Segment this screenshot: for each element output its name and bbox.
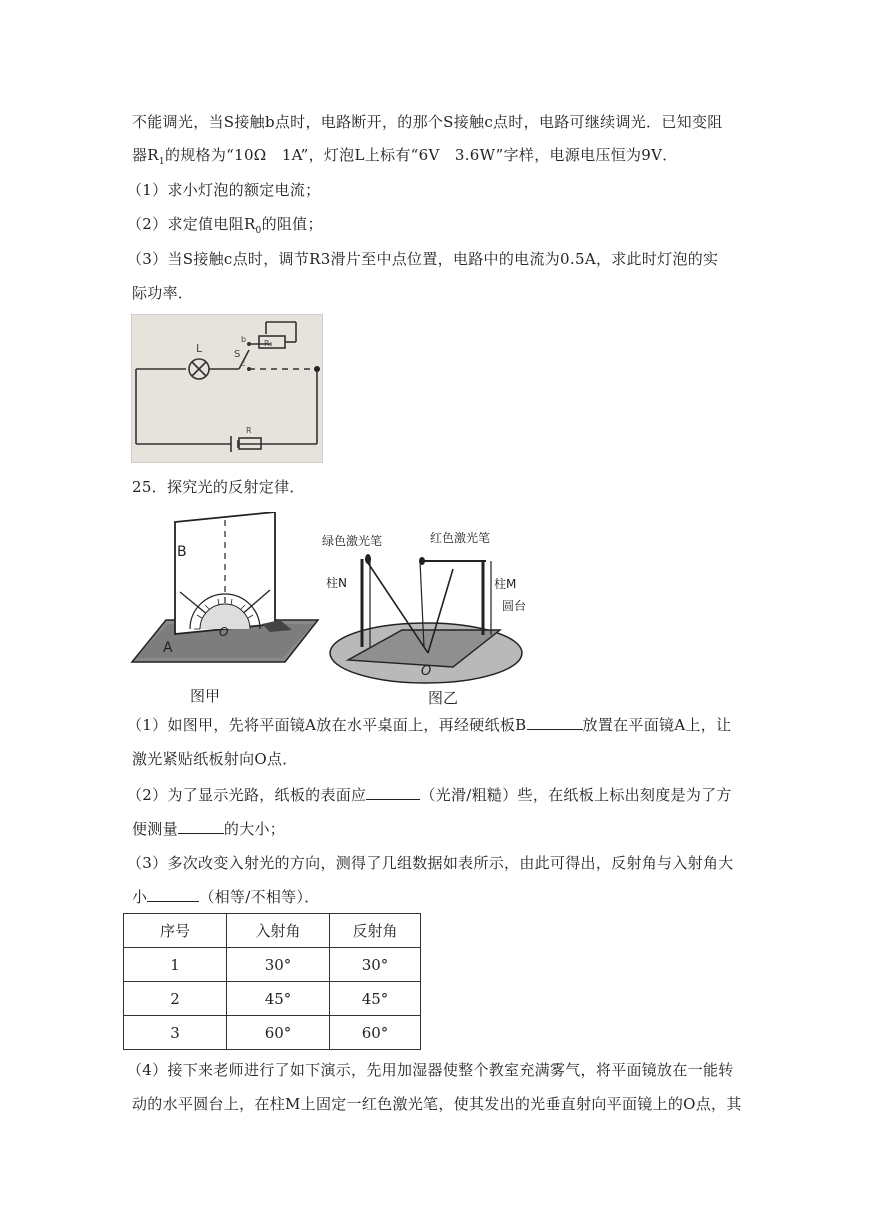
question-3: （3）当S接触c点时，调节R3滑片至中点位置，电路中的电流为0.5A，求此时灯泡的实 [127,250,719,268]
text-span: 的阻值； [261,215,323,233]
text-span: 的规格为“10Ω 1A”，灯泡L上标有“6V 3.6W”字样，电源电压恒为9V． [164,146,678,164]
table-cell: 1 [124,948,227,982]
table-cell: 45° [227,982,330,1016]
text-line [132,819,285,839]
text-line [132,145,678,172]
answer-blank[interactable] [178,819,224,834]
label-O: O [219,625,229,639]
label-post-M: 柱M [494,577,517,591]
answer-blank[interactable] [527,715,583,730]
question-2 [127,214,323,241]
question-1: （1）求小灯泡的额定电流； [127,181,321,199]
circuit-diagram [131,314,323,463]
text-line: 际功率． [132,284,194,302]
text-span: 放置在平面镜A上，让 [582,716,732,734]
subscript: 1 [158,157,165,167]
table-header-cell: 反射角 [330,914,421,948]
label-R: R [246,426,252,435]
label-green-pen: 绿色激光笔 [322,534,383,548]
step-3: （3）多次改变入射光的方向，测得了几组数据如表所示，由此可得出，反射角与入射角大 [127,854,734,872]
caption-yi: 图乙 [428,689,459,707]
label-b: b [241,335,247,344]
label-stage: 圆台 [502,599,527,613]
table-cell: 60° [227,1016,330,1050]
label-post-N: 柱N [326,576,347,590]
step-2 [127,785,732,805]
label-c: c [241,359,246,368]
question-25-heading: 25．探究光的反射定律． [132,478,305,496]
text-line: 动的水平圆台上，在柱M上固定一红色激光笔，使其发出的光垂直射向平面镜上的O点，其 [132,1095,742,1113]
step-4: （4）接下来老师进行了如下演示，先用加湿器使整个教室充满雾气，将平面镜放在一能转 [127,1061,734,1079]
text-span: （光滑/粗糙）些，在纸板上标出刻度是为了方 [420,786,732,804]
text-line [132,887,320,907]
table-header-cell: 序号 [124,914,227,948]
table-cell: 30° [330,948,421,982]
text-span: （相等/不相等）． [199,888,320,906]
text-line: 激光紧贴纸板射向O点． [132,750,298,768]
label-B: B [177,544,187,560]
figure-jia [130,512,322,682]
data-table [123,913,421,1050]
table-cell: 3 [124,1016,227,1050]
label-R1: R₁ [264,339,273,348]
figure-yi [318,525,540,685]
table-cell: 60° [330,1016,421,1050]
subscript: 0 [255,226,262,236]
table-row [124,1016,421,1050]
table-header-cell: 入射角 [227,914,330,948]
text-span: 小 [132,888,148,906]
text-line: 不能调光，当S接触b点时，电路断开，的那个S接触c点时，电路可继续调光．已知变阻 [132,113,723,131]
answer-blank[interactable] [147,887,199,902]
text-span: 的大小； [223,820,286,838]
step-1 [127,715,731,735]
table-cell: 2 [124,982,227,1016]
caption-jia: 图甲 [190,687,221,705]
label-S: S [234,349,241,360]
table-cell: 45° [330,982,421,1016]
label-O: O [421,664,432,679]
answer-blank[interactable] [366,785,420,800]
table-cell: 30° [227,948,330,982]
text-span: （2）为了显示光路，纸板的表面应 [127,786,367,804]
table-row [124,982,421,1016]
label-A: A [163,640,173,656]
text-span: （2）求定值电阻R [127,215,256,233]
table-header-row [124,914,421,948]
label-red-pen: 红色激光笔 [430,531,491,545]
text-span: 便测量 [132,820,178,838]
text-span: 器R [132,146,159,164]
table-row [124,948,421,982]
text-span: （1）如图甲，先将平面镜A放在水平桌面上，再经硬纸板B [127,716,527,734]
label-L: L [196,342,203,355]
